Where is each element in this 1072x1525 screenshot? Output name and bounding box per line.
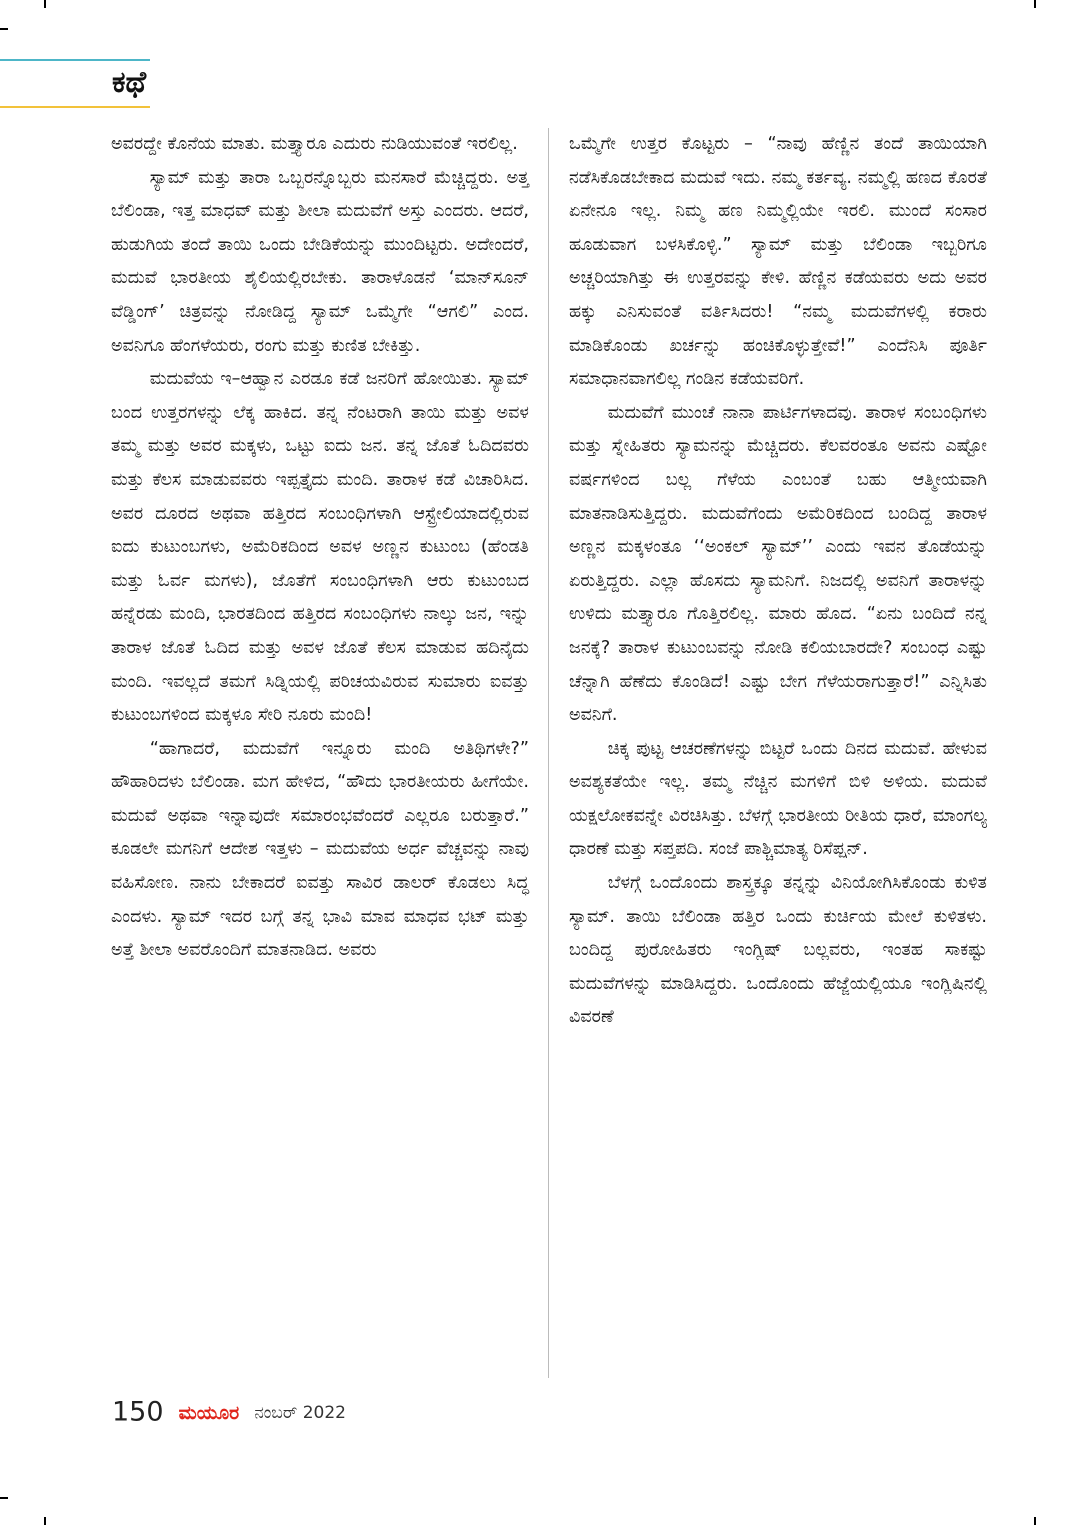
crop-mark (1034, 0, 1036, 8)
section-label: ಕಥೆ (112, 65, 147, 100)
accent-rule-bottom (0, 106, 150, 108)
crop-mark (44, 0, 46, 8)
accent-rule-top (0, 59, 150, 61)
paragraph: ಸ್ಯಾಮ್ ಮತ್ತು ತಾರಾ ಒಬ್ಬರನ್ನೊಬ್ಬರು ಮನಸಾರೆ ಮೆಚ್ಚಿದ್ದರು. ಅತ್ತ ಬೆಲಿಂಡಾ, ಇತ್ತ ಮಾಧವ್ ಮತ್ತು ಶೀಲಾ ಮದುವೆಗೆ ಅಸ್ತು ಎಂದರು. ಆದರೆ, ಹುಡುಗಿಯ ತಂದೆ ತಾಯಿ ಒಂದು ಬೇಡಿಕೆಯನ್ನು ಮುಂದಿಟ್ಟರು. ಅದೇಂದರೆ, ಮದುವೆ ಭಾರತೀಯ ಶೈಲಿಯಲ್ಲಿರಬೇಕು. ತಾರಾಳೊಡನೆ ‘ಮಾನ್‌ಸೂನ್ ವೆಡ್ಡಿಂಗ್’ ಚಿತ್ರವನ್ನು ನೋಡಿದ್ದ ಸ್ಯಾಮ್ ಒಮ್ಮೆಗೇ “ಆಗಲಿ” ಎಂದ. ಅವನಿಗೂ ಹೆಂಗಳೆಯರು, ರಂಗು ಮತ್ತು ಕುಣಿತ ಬೇಕಿತ್ತು. (111, 167, 529, 356)
text-column-left (111, 128, 529, 968)
page-footer (112, 1392, 346, 1432)
issue-info: ನಂಬರ್ 2022 (254, 1402, 346, 1423)
column-divider (548, 128, 549, 1378)
crop-mark (1034, 1517, 1036, 1525)
paragraph: ಒಮ್ಮೆಗೇ ಉತ್ತರ ಕೊಟ್ಟರು – “ನಾವು ಹೆಣ್ಣಿನ ತಂದೆ ತಾಯಿಯಾಗಿ ನಡೆಸಿಕೊಡಬೇಕಾದ ಮದುವೆ ಇದು. ನಮ್ಮ ಕರ್ತವ್ಯ. ನಮ್ಮಲ್ಲಿ ಹಣದ ಕೊರತೆ ಏನೇನೂ ಇಲ್ಲ. ನಿಮ್ಮ ಹಣ ನಿಮ್ಮಲ್ಲಿಯೇ ಇರಲಿ. ಮುಂದೆ ಸಂಸಾರ ಹೂಡುವಾಗ ಬಳಸಿಕೊಳ್ಳಿ.” ಸ್ಯಾಮ್ ಮತ್ತು ಬೆಲಿಂಡಾ ಇಬ್ಬರಿಗೂ ಅಚ್ಚರಿಯಾಗಿತ್ತು ಈ ಉತ್ತರವನ್ನು ಕೇಳಿ. ಹೆಣ್ಣಿನ ಕಡೆಯವರು ಅದು ಅವರ ಹಕ್ಕು ಎನಿಸುವಂತೆ ವರ್ತಿಸಿದರು! “ನಮ್ಮ ಮದುವೆಗಳಲ್ಲಿ ಕರಾರು ಮಾಡಿಕೊಂಡು ಖರ್ಚನ್ನು ಹಂಚಿಕೊಳ್ಳುತ್ತೇವೆ!” ಎಂದೆನಿಸಿ ಪೂರ್ತಿ ಸಮಾಧಾನವಾಗಲಿಲ್ಲ ಗಂಡಿನ ಕಡೆಯವರಿಗೆ. (569, 134, 987, 390)
magazine-title: ಮಯೂರ (178, 1401, 240, 1424)
paragraph: ಅವರದ್ದೇ ಕೊನೆಯ ಮಾತು. ಮತ್ತ್ಯಾರೂ ಎದುರು ನುಡಿಯುವಂತೆ ಇರಲಿಲ್ಲ. (111, 134, 518, 154)
paragraph: ಮದುವೆಗೆ ಮುಂಚೆ ನಾನಾ ಪಾರ್ಟಿಗಳಾದವು. ತಾರಾಳ ಸಂಬಂಧಿಗಳು ಮತ್ತು ಸ್ನೇಹಿತರು ಸ್ಯಾಮನನ್ನು ಮೆಚ್ಚಿದರು. ಕೆಲವರಂತೂ ಅವನು ಎಷ್ಟೋ ವರ್ಷಗಳಿಂದ ಬಲ್ಲ ಗೆಳೆಯ ಎಂಬಂತೆ ಬಹು ಆತ್ಮೀಯವಾಗಿ ಮಾತನಾಡಿಸುತ್ತಿದ್ದರು. ಮದುವೆಗೆಂದು ಅಮೆರಿಕದಿಂದ ಬಂದಿದ್ದ ತಾರಾಳ ಅಣ್ಣನ ಮಕ್ಕಳಂತೂ ‘‘ಅಂಕಲ್ ಸ್ಯಾಮ್’’ ಎಂದು ಇವನ ತೊಡೆಯನ್ನು ಏರುತ್ತಿದ್ದರು. ಎಲ್ಲಾ ಹೊಸದು ಸ್ಯಾಮನಿಗೆ. ನಿಜದಲ್ಲಿ ಅವನಿಗೆ ತಾರಾಳನ್ನು ಉಳಿದು ಮತ್ತ್ಯಾರೂ ಗೊತ್ತಿರಲಿಲ್ಲ. ಮಾರು ಹೊದ. “ಏನು ಬಂದಿದೆ ನನ್ನ ಜನಕ್ಕೆ? ತಾರಾಳ ಕುಟುಂಬವನ್ನು ನೋಡಿ ಕಲಿಯಬಾರದೇ? ಸಂಬಂಧ ಎಷ್ಟು ಚೆನ್ನಾಗಿ ಹೆಣೆದು ಕೊಂಡಿದೆ! ಎಷ್ಟು ಬೇಗ ಗೆಳೆಯರಾಗುತ್ತಾರೆ!” ಎನ್ನಿಸಿತು ಅವನಿಗೆ. (569, 402, 987, 726)
crop-mark (44, 1517, 46, 1525)
paragraph: ಬೆಳಗ್ಗೆ ಒಂದೊಂದು ಶಾಸ್ತ್ರಕ್ಕೂ ತನ್ನನ್ನು ವಿನಿಯೋಗಿಸಿಕೊಂಡು ಕುಳಿತ ಸ್ಯಾಮ್. ತಾಯಿ ಬೆಲಿಂಡಾ ಹತ್ತಿರ ಒಂದು ಕುರ್ಚಿಯ ಮೇಲೆ ಕುಳಿತಳು. ಬಂದಿದ್ದ ಪುರೋಹಿತರು ಇಂಗ್ಲಿಷ್ ಬಲ್ಲವರು, ಇಂತಹ ಸಾಕಷ್ಟು ಮದುವೆಗಳನ್ನು ಮಾಡಿಸಿದ್ದರು. ಒಂದೊಂದು ಹೆಜ್ಜೆಯಲ್ಲಿಯೂ ಇಂಗ್ಲಿಷಿನಲ್ಲಿ ವಿವರಣೆ (569, 873, 987, 1028)
paragraph: ಚಿಕ್ಕ ಪುಟ್ಟ ಆಚರಣೆಗಳನ್ನು ಬಿಟ್ಟರೆ ಒಂದು ದಿನದ ಮದುವೆ. ಹೇಳುವ ಅವಶ್ಯಕತೆಯೇ ಇಲ್ಲ. ತಮ್ಮ ನೆಚ್ಚಿನ ಮಗಳಿಗೆ ಬಿಳಿ ಅಳಿಯ. ಮದುವೆ ಯಕ್ಷಲೋಕವನ್ನೇ ವಿರಚಿಸಿತ್ತು. ಬೆಳಗ್ಗೆ ಭಾರತೀಯ ರೀತಿಯ ಧಾರೆ, ಮಾಂಗಲ್ಯ ಧಾರಣೆ ಮತ್ತು ಸಪ್ತಪದಿ. ಸಂಜೆ ಪಾಶ್ಚಿಮಾತ್ಯ ರಿಸೆಪ್ಷನ್. (569, 738, 987, 860)
paragraph: “ಹಾಗಾದರೆ, ಮದುವೆಗೆ ಇನ್ನೂರು ಮಂದಿ ಅತಿಥಿಗಳೇ?” ಹೌಹಾರಿದಳು ಬೆಲಿಂಡಾ. ಮಗ ಹೇಳಿದ, “ಹೌದು ಭಾರತೀಯರು ಹೀಗೆಯೇ. ಮದುವೆ ಅಥವಾ ಇನ್ನಾವುದೇ ಸಮಾರಂಭವೆಂದರೆ ಎಲ್ಲರೂ ಬರುತ್ತಾರೆ.” ಕೂಡಲೇ ಮಗನಿಗೆ ಆದೇಶ ಇತ್ತಳು – ಮದುವೆಯ ಅರ್ಧ ವೆಚ್ಚವನ್ನು ನಾವು ವಹಿಸೋಣ. ನಾನು ಬೇಕಾದರೆ ಐವತ್ತು ಸಾವಿರ ಡಾಲರ್ ಕೊಡಲು ಸಿದ್ಧ ಎಂದಳು. ಸ್ಯಾಮ್ ಇದರ ಬಗ್ಗೆ ತನ್ನ ಭಾವಿ ಮಾವ ಮಾಧವ ಭಟ್ ಮತ್ತು ಅತ್ತೆ ಶೀಲಾ ಅವರೊಂದಿಗೆ ಮಾತನಾಡಿದ. ಅವರು (111, 738, 529, 961)
page-number: 150 (112, 1396, 164, 1428)
text-column-right (569, 128, 987, 1035)
crop-mark (0, 1497, 8, 1499)
paragraph: ಮದುವೆಯ ಇ–ಆಹ್ವಾನ ಎರಡೂ ಕಡೆ ಜನರಿಗೆ ಹೋಯಿತು. ಸ್ಯಾಮ್ ಬಂದ ಉತ್ತರಗಳನ್ನು ಲೆಕ್ಕ ಹಾಕಿದ. ತನ್ನ ನೆಂಟರಾಗಿ ತಾಯಿ ಮತ್ತು ಅವಳ ತಮ್ಮ ಮತ್ತು ಅವರ ಮಕ್ಕಳು, ಒಟ್ಟು ಐದು ಜನ. ತನ್ನ ಜೊತೆ ಓದಿದವರು ಮತ್ತು ಕೆಲಸ ಮಾಡುವವರು ಇಪ್ಪತ್ತೈದು ಮಂದಿ. ತಾರಾಳ ಕಡೆ ವಿಚಾರಿಸಿದ. ಅವರ ದೂರದ ಅಥವಾ ಹತ್ತಿರದ ಸಂಬಂಧಿಗಳಾಗಿ ಆಸ್ಟ್ರೇಲಿಯಾದಲ್ಲಿರುವ ಐದು ಕುಟುಂಬಗಳು, ಅಮೆರಿಕದಿಂದ ಅವಳ ಅಣ್ಣನ ಕುಟುಂಬ (ಹೆಂಡತಿ ಮತ್ತು ಓರ್ವ ಮಗಳು), ಜೊತೆಗೆ ಸಂಬಂಧಿಗಳಾಗಿ ಆರು ಕುಟುಂಬದ ಹನ್ನೆರಡು ಮಂದಿ, ಭಾರತದಿಂದ ಹತ್ತಿರದ ಸಂಬಂಧಿಗಳು ನಾಲ್ಕು ಜನ, ಇನ್ನು ತಾರಾಳ ಜೊತೆ ಓದಿದ ಮತ್ತು ಅವಳ ಜೊತೆ ಕೆಲಸ ಮಾಡುವ ಹದಿನೈದು ಮಂದಿ. ಇವಲ್ಲದೆ ತಮಗೆ ಸಿಡ್ನಿಯಲ್ಲಿ ಪರಿಚಯವಿರುವ ಸುಮಾರು ಐವತ್ತು ಕುಟುಂಬಗಳಿಂದ ಮಕ್ಕಳೂ ಸೇರಿ ನೂರು ಮಂದಿ! (111, 369, 529, 726)
crop-mark (0, 28, 8, 30)
